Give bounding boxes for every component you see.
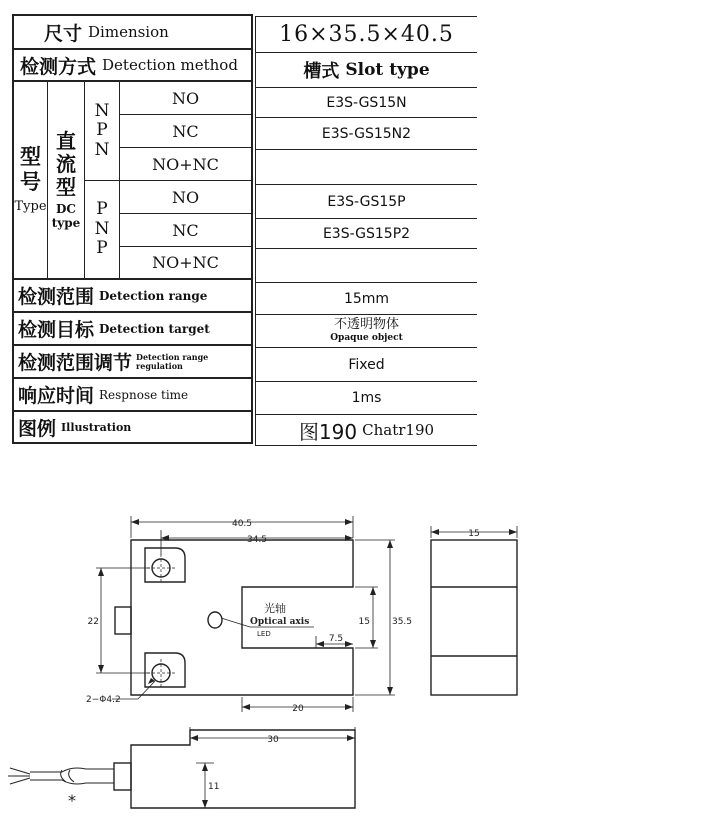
sensor-side-outline <box>431 540 517 695</box>
detection-method-label-cn: 检测方式 <box>20 55 97 78</box>
model-pnp-no <box>256 185 477 218</box>
spec-table <box>12 14 477 446</box>
output-text: NO+NC <box>152 154 219 174</box>
detection-method-label <box>20 50 251 80</box>
detection-method-value-en: Slot type <box>345 60 430 80</box>
hole-boss-top <box>145 548 185 582</box>
npn-label <box>85 82 119 180</box>
illustration-label-cn: 图例 <box>18 417 57 440</box>
cable-upper <box>30 768 114 772</box>
output-pnp-no-nc <box>120 247 251 278</box>
dim-7-5: 7.5 <box>328 634 344 644</box>
rule <box>251 14 253 444</box>
dc-type-label <box>48 82 84 278</box>
dimension-label-en: Dimension <box>88 23 169 41</box>
detection-range-label <box>18 280 251 311</box>
detection-target-value-cn: 不透明物体 <box>333 317 399 333</box>
detection-method-label-en: Detection method <box>102 56 238 74</box>
range-regulation-value-text: Fixed <box>348 356 385 373</box>
response-time-label-cn: 响应时间 <box>18 385 95 407</box>
dim-30: 30 <box>267 735 279 745</box>
dim-34-5: 34.5 <box>246 535 268 545</box>
npn-letter-1: N <box>94 100 110 121</box>
pnp-letter-1: P <box>96 199 108 220</box>
model-text: E3S-GS15N2 <box>321 125 412 142</box>
dimension-drawing <box>0 500 727 818</box>
pnp-letter-3: P <box>96 238 108 259</box>
output-pnp-nc <box>120 214 251 246</box>
model-text: E3S-GS15N <box>326 94 407 111</box>
dc-type-cn-1: 直 <box>56 128 76 153</box>
output-text: NC <box>172 220 199 240</box>
dc-type-cn-2: 流 <box>56 151 76 176</box>
detection-target-label-en: Detection target <box>99 321 210 336</box>
optical-axis-en: Optical axis <box>250 617 310 627</box>
dimension-label-cn: 尺寸 <box>44 22 83 45</box>
rule <box>12 442 253 444</box>
range-regulation-label-cn: 检测范围调节 <box>18 352 133 374</box>
cable-mark: * <box>68 791 76 810</box>
dim-15-side: 15 <box>468 529 480 539</box>
illustration-label <box>18 412 251 442</box>
npn-letter-2: P <box>96 120 108 141</box>
model-npn-nc <box>256 118 477 149</box>
output-text: NO+NC <box>152 253 219 272</box>
range-regulation-label-en <box>136 353 208 370</box>
dim-40-5: 40.5 <box>231 519 253 529</box>
dim-35-5: 35.5 <box>391 617 413 627</box>
response-time-value <box>256 382 477 414</box>
detection-range-value-text: 15mm <box>343 290 390 307</box>
detection-range-label-en: Detection range <box>99 288 208 303</box>
pnp-label <box>85 181 119 278</box>
npn-letter-3: N <box>94 139 110 160</box>
optical-axis-marker <box>208 612 222 628</box>
dimension-value <box>256 17 477 52</box>
hole-label: 2−Φ4.2 <box>86 695 121 705</box>
sensor-front-outline <box>131 540 353 695</box>
response-time-label-en: Respnose time <box>99 387 189 402</box>
dim-22: 22 <box>87 617 99 627</box>
detection-target-label-cn: 检测目标 <box>18 319 95 341</box>
detection-target-label <box>18 313 251 344</box>
illustration-value-cn: 图190 <box>298 419 358 444</box>
detection-method-value-cn: 槽式 <box>303 61 340 82</box>
output-text: NC <box>172 121 199 141</box>
rule <box>255 445 477 446</box>
dimension-label <box>44 16 251 48</box>
pnp-letter-2: N <box>94 218 110 239</box>
type-label-cn-1: 型 <box>20 145 41 170</box>
dimension-value-text: 16×35.5×40.5 <box>279 22 454 47</box>
detection-range-value <box>256 283 477 314</box>
model-npn-no-nc <box>256 150 477 184</box>
model-pnp-no-nc <box>256 249 477 282</box>
connector-tab <box>115 607 131 634</box>
response-time-label <box>18 379 251 410</box>
output-text: NO <box>171 88 200 108</box>
output-npn-no-nc <box>120 148 251 180</box>
output-text: NO <box>171 187 200 207</box>
dim-11: 11 <box>208 782 220 792</box>
model-npn-no <box>256 88 477 117</box>
dim-20: 20 <box>292 704 304 714</box>
dc-type-cn-3: 型 <box>56 174 76 199</box>
model-pnp-nc <box>256 219 477 248</box>
range-regulation-value <box>256 348 477 381</box>
type-label-en: Type <box>14 198 47 214</box>
detection-range-label-cn: 检测范围 <box>18 286 95 308</box>
optical-axis-cn: 光轴 <box>264 602 286 615</box>
detection-target-value <box>256 315 477 347</box>
illustration-label-en: Illustration <box>61 420 132 434</box>
dc-type-en-1: DC <box>56 201 76 216</box>
type-label <box>14 82 47 278</box>
sensor-bottom-outline <box>131 730 355 808</box>
response-time-value-text: 1ms <box>351 390 382 406</box>
illustration-value-en: Chatr190 <box>362 421 435 439</box>
led-label: LED <box>257 630 271 638</box>
output-pnp-no <box>120 181 251 213</box>
type-label-cn-2: 号 <box>20 169 41 194</box>
range-regulation-en-1: Detection range <box>136 352 209 363</box>
model-text: E3S-GS15P2 <box>322 225 411 242</box>
output-npn-nc <box>120 115 251 147</box>
detection-target-value-en: Opaque object <box>330 333 403 344</box>
illustration-value <box>256 415 477 445</box>
range-regulation-en-2: regulation <box>136 360 183 371</box>
range-regulation-label <box>18 346 251 377</box>
output-npn-no <box>120 82 251 114</box>
model-text: E3S-GS15P <box>327 193 406 210</box>
detection-method-value <box>256 53 477 87</box>
dc-type-en-2: type <box>51 215 81 230</box>
cable-gland <box>114 763 131 790</box>
dim-15-slot: 15 <box>358 617 370 627</box>
